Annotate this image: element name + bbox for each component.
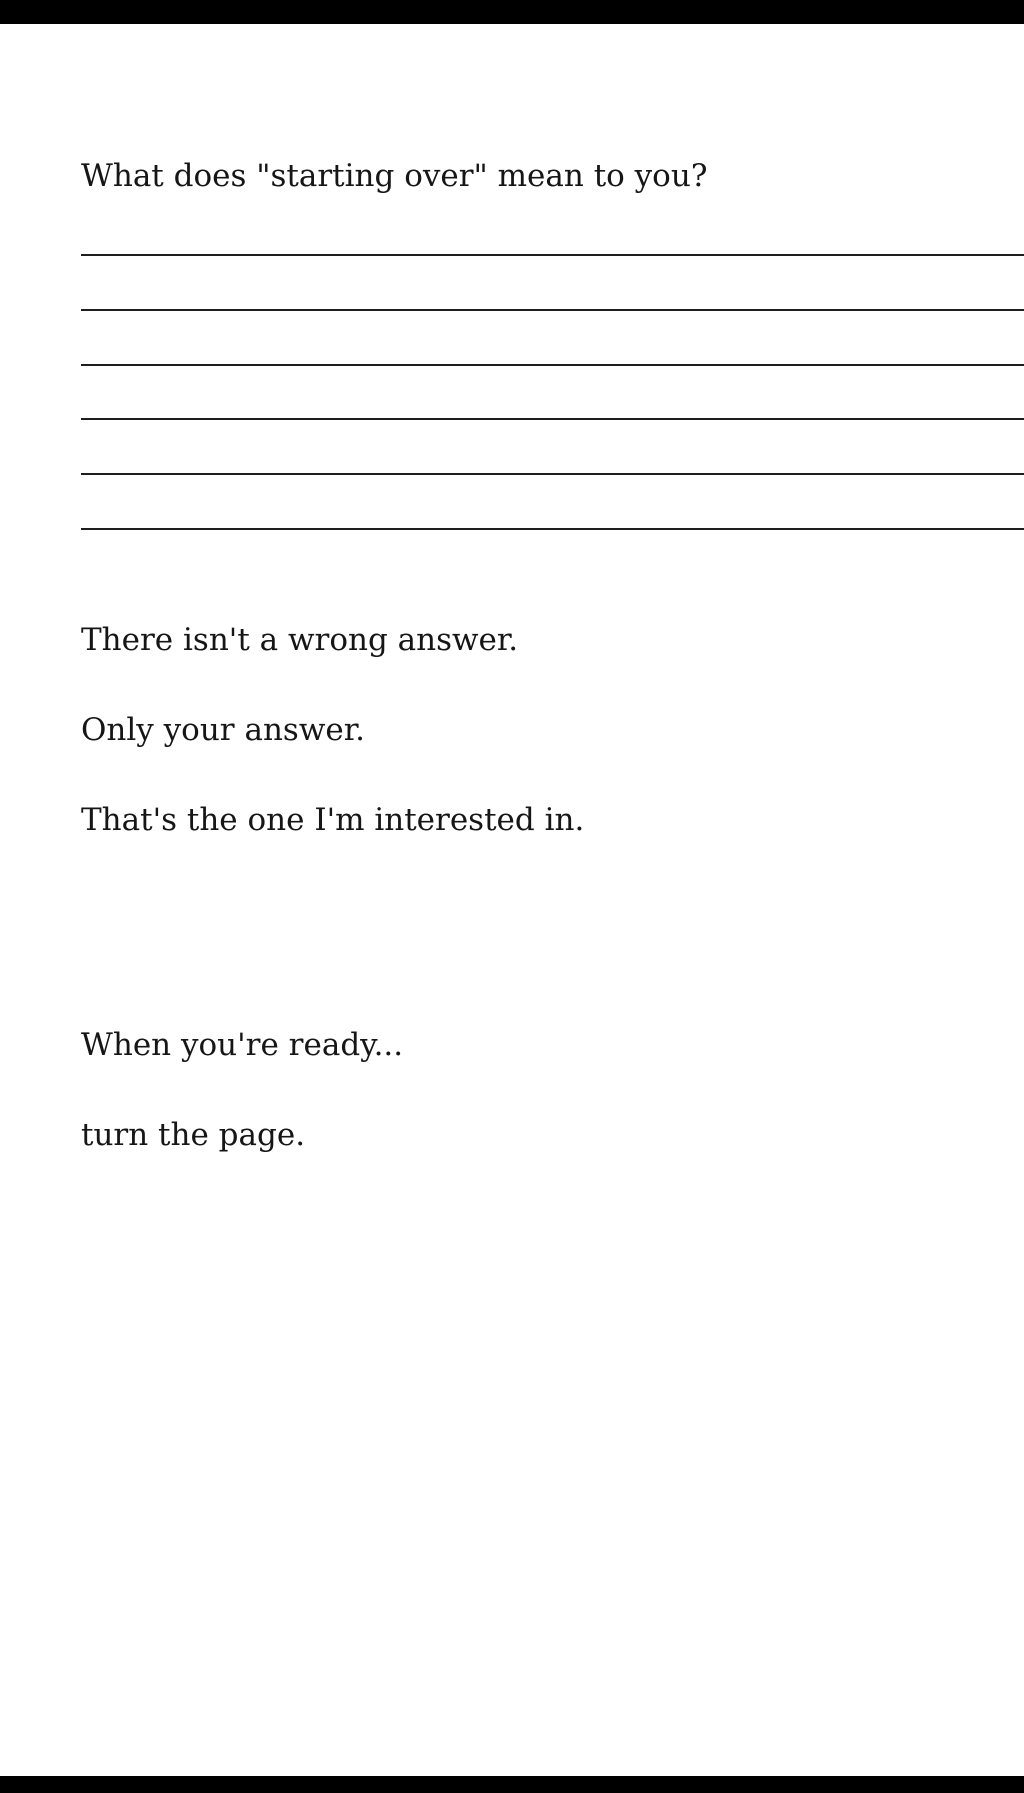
bottom-border: [0, 1776, 1024, 1793]
reassurance-line-1: There isn't a wrong answer.: [81, 622, 519, 658]
writing-line: [81, 473, 1024, 475]
top-border: [0, 0, 1024, 24]
writing-line: [81, 528, 1024, 530]
reassurance-line-3: That's the one I'm interested in.: [81, 802, 585, 838]
reassurance-line-2: Only your answer.: [81, 712, 365, 748]
writing-line: [81, 254, 1024, 256]
writing-line: [81, 309, 1024, 311]
closing-line-2: turn the page.: [81, 1117, 306, 1153]
writing-line: [81, 364, 1024, 366]
journal-page: [0, 24, 1024, 1776]
prompt-question: What does "starting over" mean to you?: [81, 158, 708, 194]
writing-line: [81, 418, 1024, 420]
closing-line-1: When you're ready...: [81, 1027, 404, 1063]
